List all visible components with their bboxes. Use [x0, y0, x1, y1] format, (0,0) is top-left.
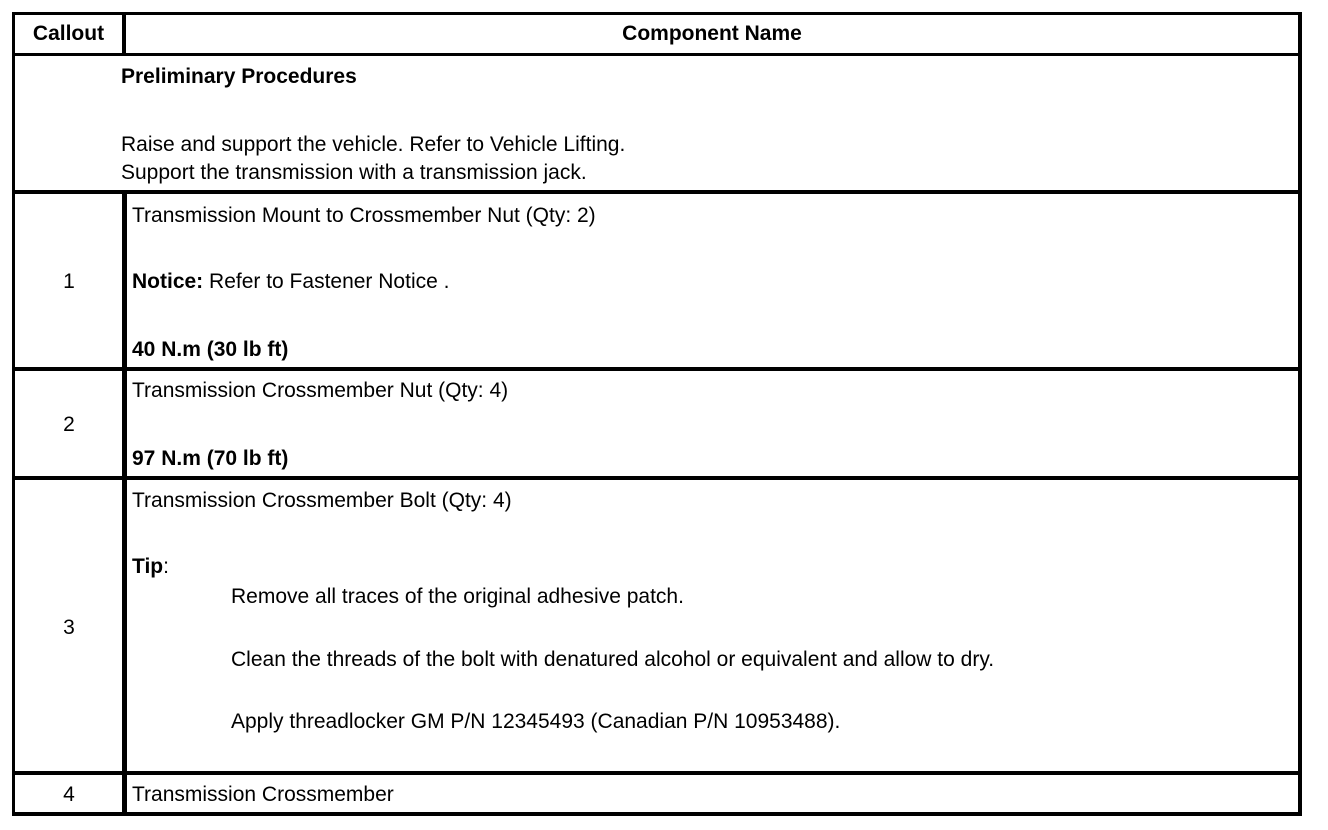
header-component-name: Component Name	[622, 22, 802, 45]
preliminary-line: Raise and support the vehicle. Refer to Vehicle Lifting.	[121, 133, 626, 156]
notice-text: Refer to Fastener Notice .	[203, 270, 450, 293]
callout-number: 4	[63, 783, 75, 806]
callout-number: 3	[63, 616, 75, 639]
preliminary-title: Preliminary Procedures	[121, 65, 357, 88]
row-divider-header	[12, 53, 1302, 56]
row-divider-1	[12, 367, 1302, 371]
header-callout: Callout	[32, 22, 105, 45]
component-name: Transmission Crossmember Nut (Qty: 4)	[132, 379, 509, 402]
row-divider-preliminary	[12, 190, 1302, 194]
notice-line	[132, 270, 449, 294]
torque-spec: 97 N.m (70 lb ft)	[132, 447, 289, 470]
callout-number: 2	[63, 413, 75, 436]
tip-colon: :	[163, 555, 169, 578]
tip-item: Remove all traces of the original adhesive patch.	[231, 585, 684, 608]
table-border-right	[1298, 12, 1302, 816]
component-name: Transmission Mount to Crossmember Nut (Qty: 2)	[132, 204, 596, 227]
notice-label: Notice:	[132, 270, 204, 293]
component-name: Transmission Crossmember	[132, 783, 394, 806]
callout-number: 1	[63, 270, 75, 293]
tip-label: Tip	[132, 555, 164, 578]
tip-heading	[132, 555, 169, 579]
tip-item: Clean the threads of the bolt with denatured alcohol or equivalent and allow to dry.	[231, 648, 995, 671]
row-divider-3	[12, 771, 1302, 775]
table-border-top	[12, 12, 1302, 15]
table-border-bottom	[12, 812, 1302, 816]
component-name: Transmission Crossmember Bolt (Qty: 4)	[132, 489, 512, 512]
preliminary-line: Support the transmission with a transmission jack.	[121, 161, 587, 184]
row-divider-2	[12, 476, 1302, 480]
tip-item: Apply threadlocker GM P/N 12345493 (Canadian P/N 10953488).	[231, 710, 841, 733]
torque-spec: 40 N.m (30 lb ft)	[132, 338, 289, 361]
